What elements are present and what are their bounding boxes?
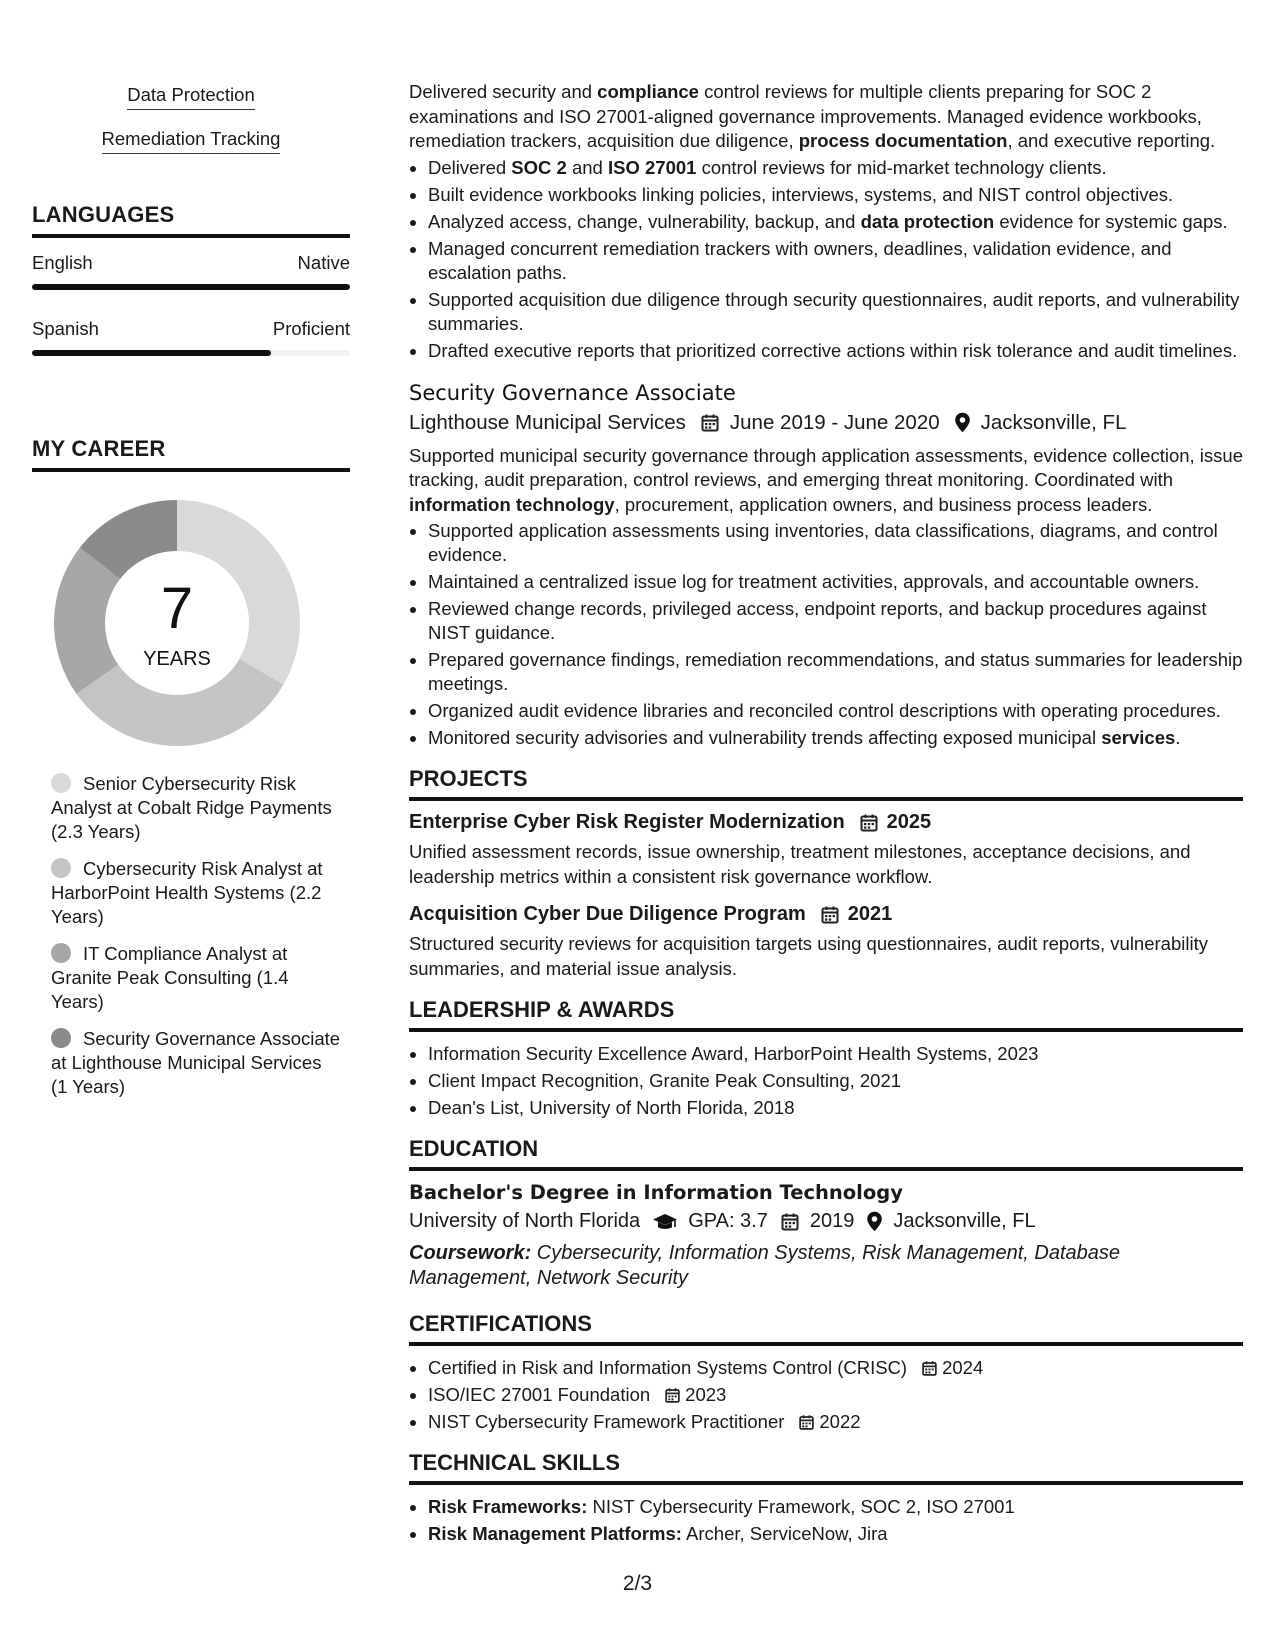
skill-category: Risk Frameworks:: [428, 1496, 588, 1517]
language-bar: [32, 284, 350, 290]
calendar-icon: [664, 1387, 681, 1404]
awards-list: [409, 1042, 1243, 1120]
bullet-item: [428, 237, 1243, 285]
certification-name: • Certified in Risk and Information Systems Control (CRISC): [428, 1357, 908, 1378]
language-level: Proficient: [272, 318, 350, 339]
language-bar-fill: [32, 350, 271, 356]
skills-heading: TECHNICAL SKILLS: [409, 1450, 1243, 1485]
bullet-item: [428, 288, 1243, 336]
award-item: • Client Impact Recognition, Granite Peak Consulting, 2021: [428, 1069, 1243, 1093]
bullet-item: [428, 339, 1243, 363]
text-segment: Drafted executive reports that prioritized corrective actions within risk tolerance and audit timelines.: [428, 339, 1238, 361]
bold-keyword: SOC 2: [511, 156, 567, 178]
text-segment: Supported acquisition due diligence through security questionnaires, audit reports, and vulnerability summaries.: [428, 288, 1240, 334]
job-summary: [409, 80, 1243, 154]
certification-year: 2023: [685, 1384, 727, 1405]
certification-item: [428, 1410, 1243, 1434]
text-segment: Maintained a centralized issue log for treatment activities, approvals, and accountable owners.: [428, 571, 1200, 592]
location-pin-icon: [866, 1211, 883, 1232]
language-bar-fill: [32, 284, 350, 290]
calendar-icon: [780, 1212, 800, 1232]
job-summary: [409, 444, 1243, 518]
text-segment: Organized audit evidence libraries and reconciled control descriptions with operating procedures.: [428, 700, 1221, 721]
legend-label: Cybersecurity Risk Analyst at HarborPoint Health Systems (2.2 Years): [51, 858, 323, 927]
career-legend-item: [51, 1027, 341, 1099]
certification-year: 2024: [942, 1357, 984, 1378]
gpa: GPA: 3.7: [688, 1210, 768, 1232]
project-description: Unified assessment records, issue ownership, treatment milestones, acceptance decisions, and leadership metrics within a consistent risk governance workflow.: [409, 841, 1191, 887]
legend-label: Senior Cybersecurity Risk Analyst at Cobalt Ridge Payments (2.3 Years): [51, 773, 332, 842]
language-entry: [32, 318, 350, 356]
bullet-item: [428, 183, 1243, 207]
project-year: 2021: [847, 903, 893, 925]
school-name: University of North Florida: [409, 1210, 641, 1232]
job-location: Jacksonville, FL: [980, 410, 1127, 434]
language-name: Spanish: [32, 318, 99, 339]
text-segment: Built evidence workbooks linking policies, interviews, systems, and NIST control objectives.: [428, 183, 1174, 205]
degree-title: Bachelor's Degree in Information Technology: [409, 1181, 903, 1204]
text-segment: , and executive reporting.: [1007, 130, 1216, 151]
text-segment: and: [566, 156, 608, 178]
legend-label: IT Compliance Analyst at Granite Peak Consulting (1.4 Years): [51, 943, 289, 1012]
project-description: Structured security reviews for acquisition targets using questionnaires, audit reports, vulnerability summaries, and material issue analysis.: [409, 933, 1208, 979]
legend-dot: [51, 943, 71, 963]
text-segment: control reviews for mid-market technology clients.: [696, 156, 1107, 178]
calendar-icon: [798, 1414, 815, 1431]
skill-item: [428, 1522, 1243, 1546]
bullet-item: [428, 156, 1243, 180]
text-segment: Monitored security advisories and vulnerability trends affecting exposed municipal: [428, 727, 1102, 748]
text-segment: Reviewed change records, privileged access, endpoint reports, and backup procedures against NIST guidance.: [428, 598, 1207, 643]
job-meta: [409, 411, 1243, 435]
text-segment: Prepared governance findings, remediation recommendations, and status summaries for leadership meetings.: [428, 649, 1243, 694]
skill-item: [428, 1495, 1243, 1519]
career-legend: [32, 772, 341, 1099]
bold-keyword: ISO 27001: [607, 156, 697, 178]
legend-dot: [51, 773, 71, 793]
project-item: [409, 903, 1243, 981]
text-segment: evidence for systemic gaps.: [994, 210, 1228, 232]
career-heading: MY CAREER: [32, 436, 350, 472]
certifications-heading: CERTIFICATIONS: [409, 1311, 1243, 1346]
languages-heading: LANGUAGES: [32, 202, 350, 238]
language-name: English: [32, 252, 93, 273]
project-year: 2025: [886, 811, 932, 833]
bullet-item: [428, 519, 1243, 567]
calendar-icon: [820, 905, 840, 925]
text-segment: , procurement, application owners, and business process leaders.: [614, 493, 1153, 515]
bold-keyword: data protection: [860, 210, 995, 232]
legend-label: Security Governance Associate at Lighthouse Municipal Services (1 Years): [51, 1028, 341, 1097]
coursework: [409, 1241, 1243, 1291]
skills-list: [409, 1495, 1243, 1546]
text-segment: Delivered: [428, 156, 512, 178]
calendar-icon: [859, 813, 879, 833]
sidebar: [32, 84, 350, 1112]
text-segment: Supported municipal security governance through application assessments, evidence collection, issue tracking, audit preparation, control reviews, and emerging threat monitoring. Coordinated with: [409, 444, 1243, 490]
skill-category: Risk Management Platforms:: [428, 1523, 682, 1544]
certification-item: [428, 1356, 1243, 1380]
project-title: Acquisition Cyber Due Diligence Program: [409, 903, 806, 925]
language-level: Native: [297, 252, 350, 273]
certification-year: 2022: [819, 1411, 861, 1432]
projects-heading: PROJECTS: [409, 766, 1243, 801]
certification-name: • ISO/IEC 27001 Foundation: [428, 1384, 651, 1405]
certification-item: [428, 1383, 1243, 1407]
job-bullets: [409, 156, 1243, 363]
graduation-cap-icon: [652, 1212, 678, 1232]
bullet-item: [428, 699, 1243, 723]
legend-dot: [51, 1028, 71, 1048]
legend-dot: [51, 858, 71, 878]
bold-keyword: process documentation: [798, 130, 1008, 151]
bullet-item: [428, 570, 1243, 594]
job-dates: June 2019 - June 2020: [729, 410, 940, 434]
location-pin-icon: [954, 412, 971, 433]
awards-heading: LEADERSHIP & AWARDS: [409, 997, 1243, 1032]
project-title: Enterprise Cyber Risk Register Modernization: [409, 811, 845, 833]
award-item: • Dean's List, University of North Florida, 2018: [428, 1096, 1243, 1120]
job-bullets: [409, 519, 1243, 750]
skill-tag: Data Protection: [127, 84, 255, 110]
career-legend-item: [51, 857, 341, 929]
coursework-list: Cybersecurity, Information Systems, Risk Management, Database Management, Network Security: [409, 1242, 1120, 1289]
skill-tag: Remediation Tracking: [102, 128, 281, 154]
bullet-item: [428, 597, 1243, 645]
career-total-years: 7: [160, 576, 194, 641]
coursework-label: Coursework:: [409, 1242, 532, 1264]
bold-keyword: compliance: [597, 81, 699, 102]
career-total-unit: YEARS: [143, 648, 211, 670]
bullet-item: [428, 648, 1243, 696]
language-bar: [32, 350, 350, 356]
career-legend-item: [51, 772, 341, 844]
education-heading: EDUCATION: [409, 1136, 1243, 1171]
text-segment: .: [1175, 727, 1181, 748]
text-segment: Analyzed access, change, vulnerability, backup, and: [428, 210, 861, 232]
bullet-item: [428, 726, 1243, 750]
education-meta: [409, 1210, 1243, 1233]
calendar-icon: [700, 413, 720, 433]
main-content: [409, 80, 1243, 1549]
skill-values: Archer, ServiceNow, Jira: [681, 1523, 888, 1544]
education-location: Jacksonville, FL: [893, 1210, 1036, 1232]
text-segment: Delivered security and: [409, 81, 598, 102]
calendar-icon: [921, 1360, 938, 1377]
certification-name: • NIST Cybersecurity Framework Practitioner: [428, 1411, 785, 1432]
certifications-list: [409, 1356, 1243, 1434]
page-number: 2/3: [622, 1572, 653, 1595]
award-item: • Information Security Excellence Award, HarborPoint Health Systems, 2023: [428, 1042, 1243, 1066]
text-segment: Managed concurrent remediation trackers with owners, deadlines, validation evidence, and escalation paths.: [428, 237, 1172, 283]
text-segment: control reviews for multiple clients preparing for SOC 2 examinations and ISO 27001-aligned governance improvements. Managed evidence workbooks, remediation trackers, acquisition due diligence,: [409, 81, 1202, 151]
project-item: [409, 811, 1243, 889]
graduation-year: 2019: [809, 1210, 855, 1232]
bold-keyword: information technology: [409, 493, 615, 515]
bullet-item: [428, 210, 1243, 234]
job-title: Security Governance Associate: [409, 380, 736, 405]
company-name: Lighthouse Municipal Services: [409, 410, 686, 434]
text-segment: Supported application assessments using inventories, data classifications, diagrams, and control evidence.: [428, 520, 1218, 565]
skill-values: NIST Cybersecurity Framework, SOC 2, ISO 27001: [587, 1496, 1015, 1517]
career-legend-item: [51, 942, 341, 1014]
career-donut-chart: [32, 492, 350, 754]
bold-keyword: services: [1101, 727, 1176, 748]
language-entry: [32, 252, 350, 290]
